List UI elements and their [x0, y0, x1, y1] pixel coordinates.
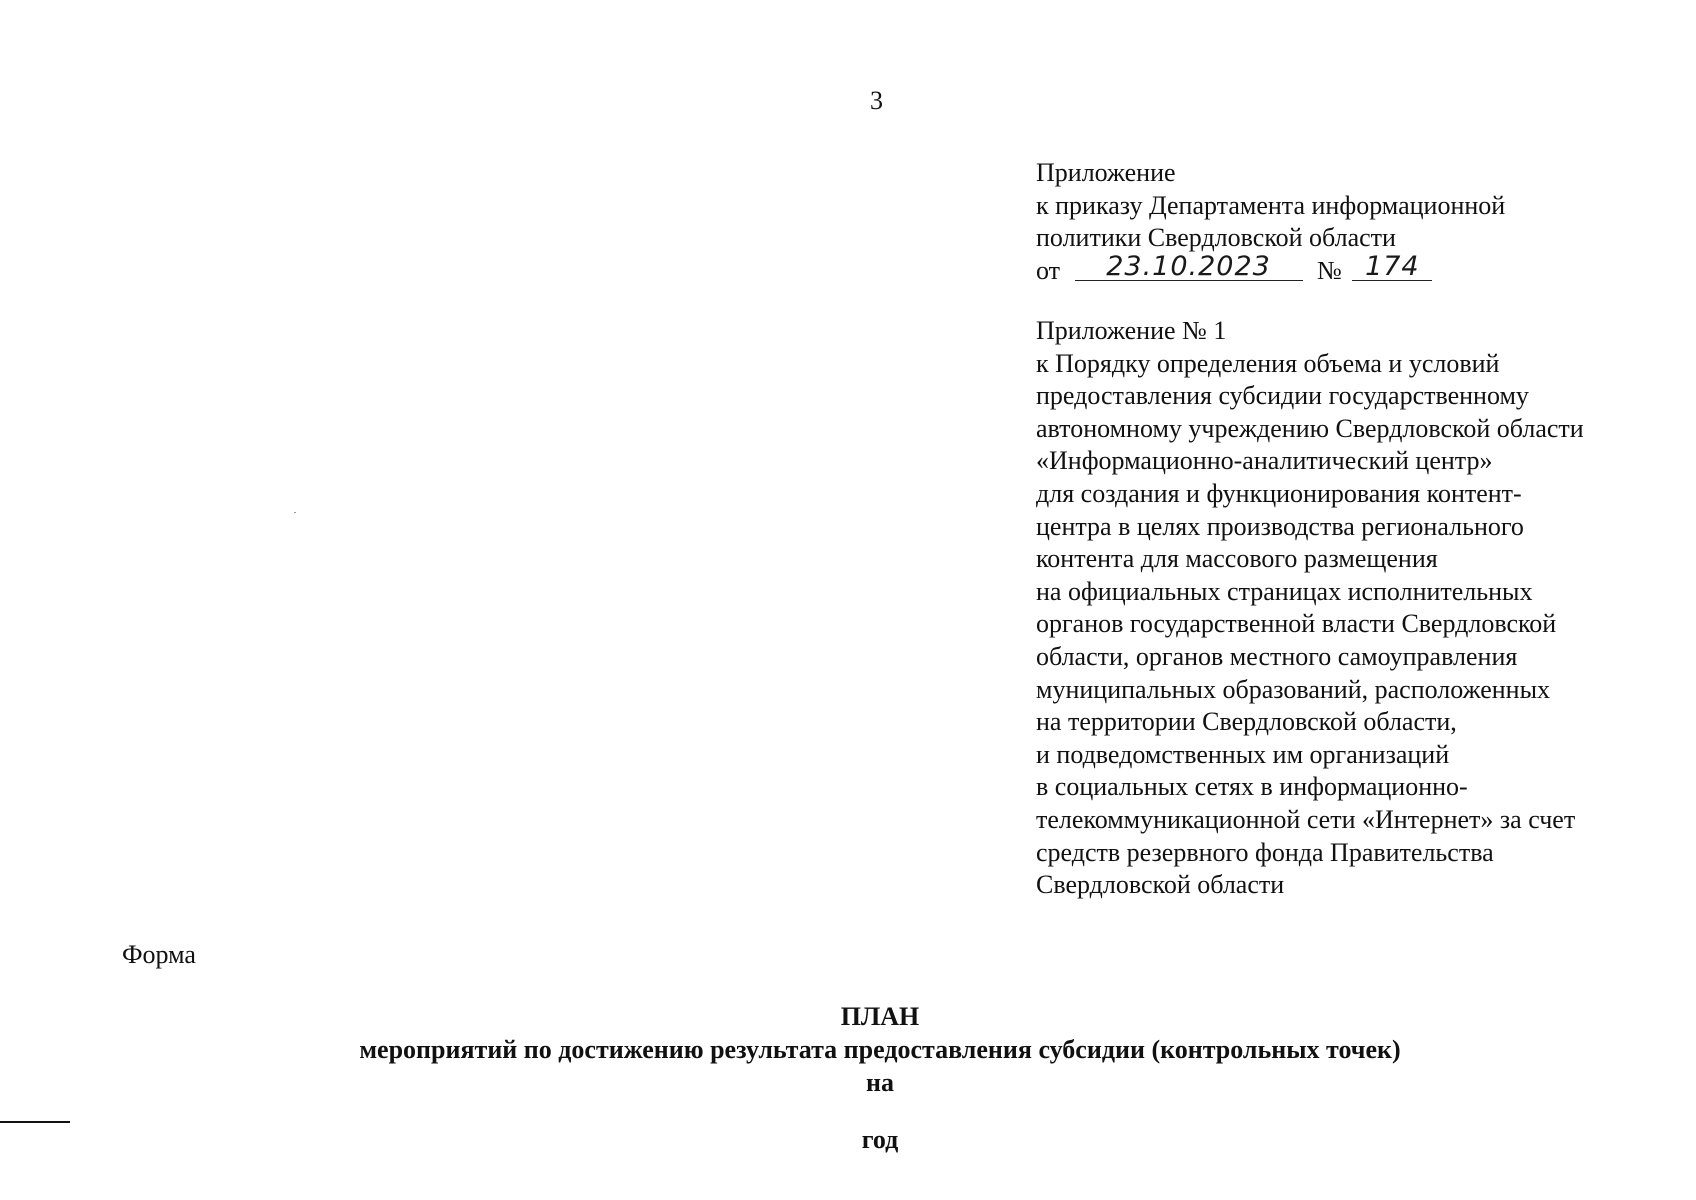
page-number: 3: [870, 86, 883, 115]
annex-line: к Порядку определения объема и условий: [1036, 348, 1500, 378]
annex-line: центра в целях производства регионального: [1036, 511, 1524, 541]
number-prefix: №: [1317, 255, 1342, 285]
annex-line: телекоммуникационной сети «Интернет» за счет: [1036, 804, 1576, 834]
annex-reference-block: [1036, 315, 1676, 902]
annex-line: на территории Свердловской области,: [1036, 707, 1457, 737]
annex-line: области, органов местного самоуправления: [1036, 641, 1518, 671]
year-prefix: на: [866, 1068, 894, 1097]
order-date-number-line: [1036, 250, 1676, 288]
annex-line: предоставления субсидии государственному: [1036, 381, 1529, 411]
approval-stamp-block: [1036, 157, 1676, 287]
annex-line: муниципальных образований, расположенных: [1036, 674, 1551, 704]
approval-department: политики Свердловской области: [1036, 223, 1396, 252]
year-suffix: год: [861, 1125, 899, 1154]
annex-line: автономному учреждению Свердловской области: [1036, 413, 1584, 443]
form-label: Форма: [122, 940, 196, 969]
plan-year-line: [0, 1066, 1696, 1156]
handwritten-order-date: 23.10.2023: [1075, 254, 1303, 281]
date-prefix: от: [1036, 255, 1061, 285]
annex-line: контента для массового размещения: [1036, 544, 1438, 574]
handwritten-order-number: 174: [1352, 254, 1432, 281]
annex-line: Приложение № 1: [1036, 316, 1227, 345]
annex-line: Свердловской области: [1036, 870, 1285, 900]
plan-heading: [0, 1000, 1696, 1156]
approval-order-ref: к приказу Департамента информационной: [1036, 190, 1506, 220]
plan-subtitle: мероприятий по достижению результата предоставления субсидии (контрольных точек): [359, 1035, 1401, 1064]
annex-line: и подведомственных им организаций: [1036, 739, 1450, 769]
approval-title: Приложение: [1036, 158, 1176, 187]
annex-line: средств резервного фонда Правительства: [1036, 837, 1494, 867]
annex-line: на официальных страницах исполнительных: [1036, 576, 1533, 606]
annex-line: органов государственной власти Свердловской: [1036, 609, 1557, 639]
annex-line: для создания и функционирования контент-: [1036, 478, 1522, 508]
scan-speck: [294, 512, 296, 513]
year-blank-field: [0, 1099, 70, 1123]
annex-line: в социальных сетях в информационно-: [1036, 772, 1468, 802]
annex-line: «Информационно-аналитический центр»: [1036, 446, 1493, 476]
plan-title: ПЛАН: [840, 1002, 920, 1031]
